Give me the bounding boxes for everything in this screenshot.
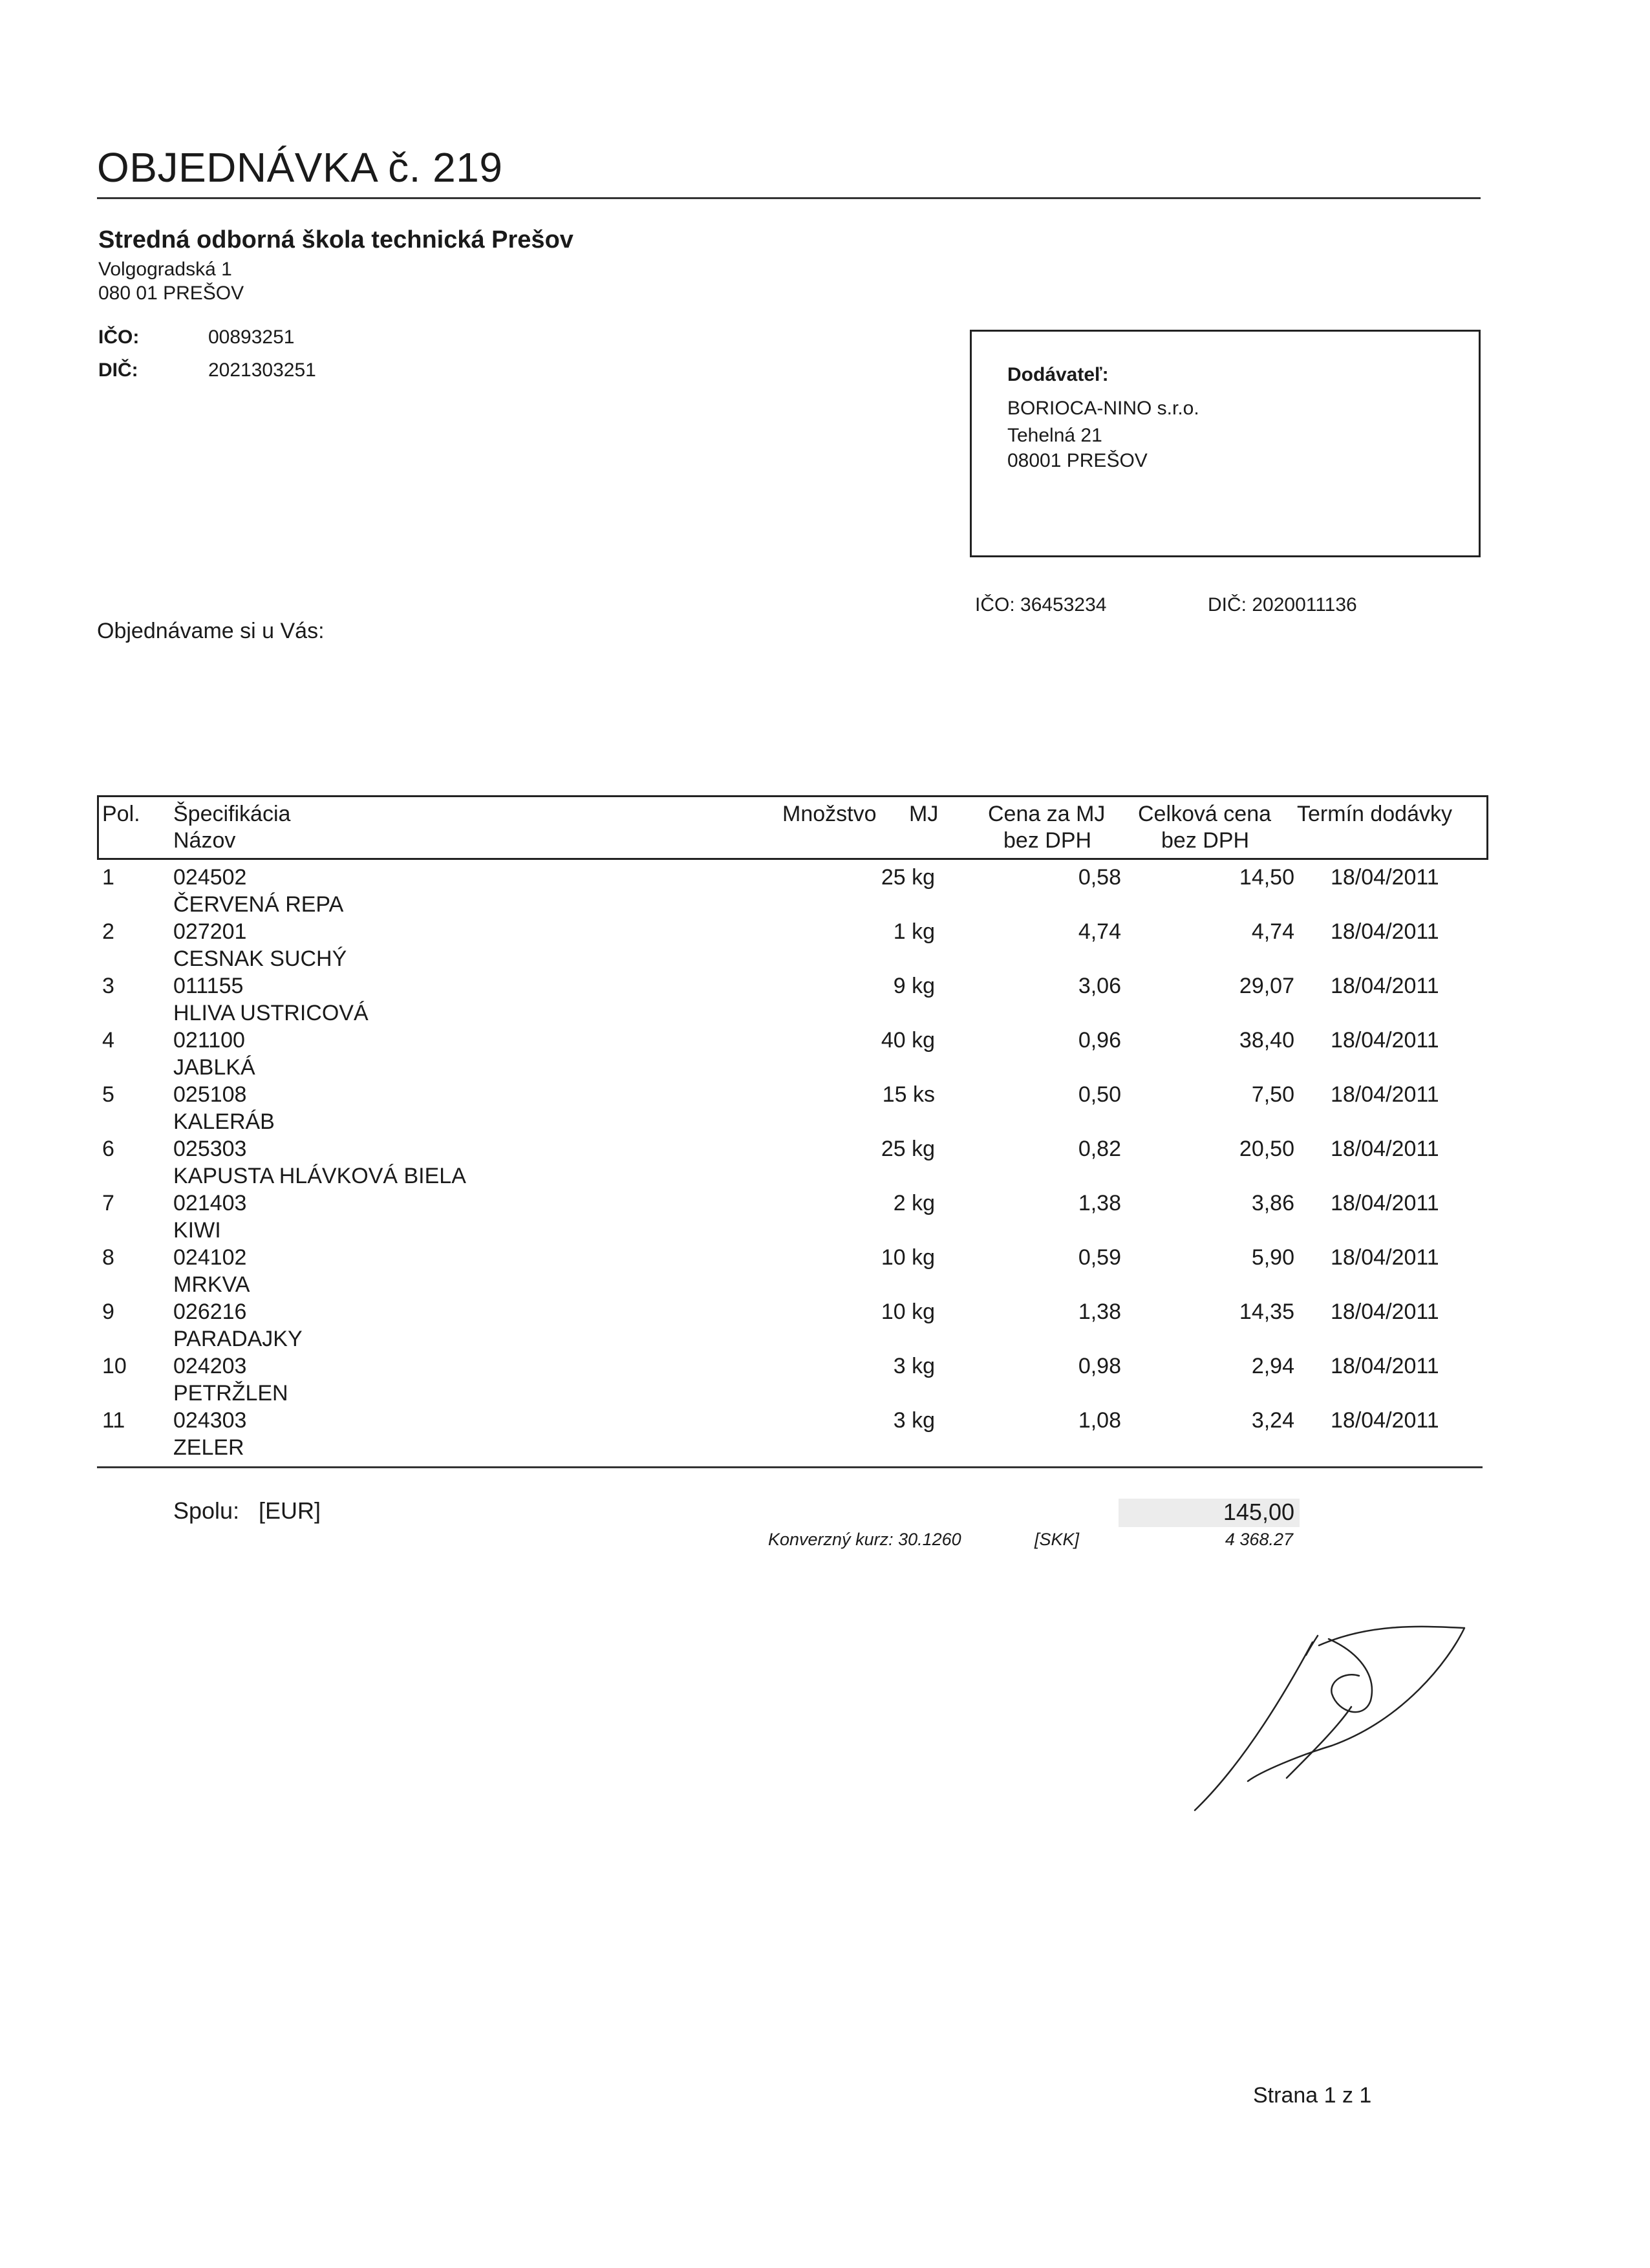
row-total: 29,07 — [1239, 974, 1294, 998]
table-row — [0, 1191, 1650, 1245]
row-qty: 15 ks — [882, 1082, 935, 1107]
row-code: 027201 — [173, 919, 247, 944]
col-total: Celková cena — [1138, 802, 1272, 826]
row-price: 0,59 — [1078, 1245, 1121, 1270]
col-unit-price-sub: bez DPH — [1003, 828, 1092, 853]
row-price: 0,96 — [1078, 1028, 1121, 1053]
row-price: 1,38 — [1078, 1191, 1121, 1215]
buyer-street: Volgogradská 1 — [98, 259, 232, 280]
buyer-dic-label: DIČ: — [98, 359, 138, 381]
table-row — [0, 1300, 1650, 1354]
row-code: 025108 — [173, 1082, 247, 1107]
col-pol: Pol. — [102, 802, 140, 826]
table-row — [0, 919, 1650, 974]
col-spec: Špecifikácia — [173, 802, 291, 826]
row-qty: 1 kg — [893, 919, 935, 944]
buyer-ico: 00893251 — [208, 326, 295, 348]
row-pol: 2 — [102, 919, 114, 944]
conversion-rate: Konverzný kurz: 30.1260 — [768, 1530, 961, 1549]
row-total: 3,24 — [1251, 1408, 1294, 1433]
row-pol: 8 — [102, 1245, 114, 1270]
buyer-name: Stredná odborná škola technická Prešov — [98, 226, 573, 253]
row-price: 4,74 — [1078, 919, 1121, 944]
row-pol: 7 — [102, 1191, 114, 1215]
row-total: 14,35 — [1239, 1300, 1294, 1324]
row-qty: 3 kg — [893, 1408, 935, 1433]
table-row — [0, 1245, 1650, 1300]
row-price: 0,82 — [1078, 1137, 1121, 1161]
row-total: 5,90 — [1251, 1245, 1294, 1270]
row-price: 1,38 — [1078, 1300, 1121, 1324]
order-intro: Objednávame si u Vás: — [97, 619, 325, 643]
row-code: 021100 — [173, 1028, 245, 1053]
row-qty: 40 kg — [881, 1028, 935, 1053]
row-code: 026216 — [173, 1300, 247, 1324]
row-name: KALERÁB — [173, 1109, 275, 1134]
page-number: Strana 1 z 1 — [1253, 2083, 1372, 2108]
row-code: 025303 — [173, 1137, 247, 1161]
row-total: 7,50 — [1251, 1082, 1294, 1107]
row-date: 18/04/2011 — [1331, 1245, 1439, 1270]
row-total: 20,50 — [1239, 1137, 1294, 1161]
supplier-city: 08001 PREŠOV — [1007, 450, 1148, 471]
row-name: PARADAJKY — [173, 1327, 303, 1351]
row-code: 024102 — [173, 1245, 247, 1270]
row-pol: 11 — [102, 1408, 125, 1433]
row-code: 024303 — [173, 1408, 247, 1433]
row-date: 18/04/2011 — [1331, 1191, 1439, 1215]
row-date: 18/04/2011 — [1331, 919, 1439, 944]
table-row — [0, 865, 1650, 919]
supplier-dic: DIČ: 2020011136 — [1208, 594, 1357, 615]
row-name: HLIVA USTRICOVÁ — [173, 1001, 369, 1025]
row-code: 021403 — [173, 1191, 247, 1215]
row-qty: 10 kg — [881, 1300, 935, 1324]
row-name: PETRŽLEN — [173, 1381, 288, 1406]
table-row — [0, 1082, 1650, 1137]
row-name: KAPUSTA HLÁVKOVÁ BIELA — [173, 1164, 466, 1188]
col-nazov: Názov — [173, 828, 236, 853]
row-price: 1,08 — [1078, 1408, 1121, 1433]
table-row — [0, 1354, 1650, 1408]
row-date: 18/04/2011 — [1331, 974, 1439, 998]
row-total: 4,74 — [1251, 919, 1294, 944]
row-name: KIWI — [173, 1218, 221, 1243]
col-total-sub: bez DPH — [1161, 828, 1250, 853]
row-date: 18/04/2011 — [1331, 865, 1439, 890]
row-date: 18/04/2011 — [1331, 1028, 1439, 1053]
row-pol: 10 — [102, 1354, 127, 1378]
total-currency: [EUR] — [259, 1497, 321, 1524]
row-total: 38,40 — [1239, 1028, 1294, 1053]
supplier-ico: IČO: 36453234 — [975, 594, 1107, 615]
total-label: Spolu: — [173, 1497, 240, 1524]
row-pol: 4 — [102, 1028, 114, 1053]
row-total: 3,86 — [1251, 1191, 1294, 1215]
row-price: 3,06 — [1078, 974, 1121, 998]
row-date: 18/04/2011 — [1331, 1137, 1439, 1161]
row-code: 024203 — [173, 1354, 247, 1378]
row-name: MRKVA — [173, 1272, 250, 1297]
row-total: 2,94 — [1251, 1354, 1294, 1378]
row-name: CESNAK SUCHÝ — [173, 947, 347, 971]
row-code: 011155 — [173, 974, 244, 998]
title-divider — [97, 197, 1481, 199]
row-price: 0,50 — [1078, 1082, 1121, 1107]
row-date: 18/04/2011 — [1331, 1408, 1439, 1433]
table-row — [0, 1028, 1650, 1082]
page-title: OBJEDNÁVKA č. 219 — [97, 144, 503, 191]
row-pol: 1 — [102, 865, 114, 890]
row-qty: 10 kg — [881, 1245, 935, 1270]
row-date: 18/04/2011 — [1331, 1300, 1439, 1324]
table-row — [0, 1137, 1650, 1191]
total-sum: 145,00 — [1223, 1499, 1294, 1525]
row-qty: 3 kg — [893, 1354, 935, 1378]
buyer-ico-label: IČO: — [98, 326, 140, 348]
supplier-heading: Dodávateľ: — [1007, 364, 1109, 385]
row-pol: 6 — [102, 1137, 114, 1161]
row-qty: 25 kg — [881, 1137, 935, 1161]
col-mj: MJ — [909, 802, 939, 826]
row-price: 0,58 — [1078, 865, 1121, 890]
skk-label: [SKK] — [1034, 1530, 1080, 1549]
row-date: 18/04/2011 — [1331, 1354, 1439, 1378]
row-price: 0,98 — [1078, 1354, 1121, 1378]
row-date: 18/04/2011 — [1331, 1082, 1439, 1107]
col-qty: Množstvo — [782, 802, 877, 826]
supplier-street: Tehelná 21 — [1007, 425, 1102, 446]
skk-value: 4 368.27 — [1225, 1530, 1293, 1549]
row-code: 024502 — [173, 865, 247, 890]
row-name: JABLKÁ — [173, 1055, 255, 1080]
col-unit-price: Cena za MJ — [988, 802, 1106, 826]
supplier-name: BORIOCA-NINO s.r.o. — [1007, 398, 1199, 419]
signature-icon — [1190, 1616, 1474, 1823]
row-qty: 25 kg — [881, 865, 935, 890]
row-qty: 9 kg — [893, 974, 935, 998]
buyer-dic: 2021303251 — [208, 359, 316, 381]
row-pol: 5 — [102, 1082, 114, 1107]
row-pol: 3 — [102, 974, 114, 998]
col-term: Termín dodávky — [1297, 802, 1452, 826]
table-row — [0, 974, 1650, 1028]
table-bottom-rule — [97, 1466, 1483, 1468]
row-qty: 2 kg — [893, 1191, 935, 1215]
buyer-city: 080 01 PREŠOV — [98, 283, 244, 304]
row-name: ZELER — [173, 1435, 244, 1460]
row-pol: 9 — [102, 1300, 114, 1324]
table-row — [0, 1408, 1650, 1462]
row-total: 14,50 — [1239, 865, 1294, 890]
row-name: ČERVENÁ REPA — [173, 892, 344, 917]
